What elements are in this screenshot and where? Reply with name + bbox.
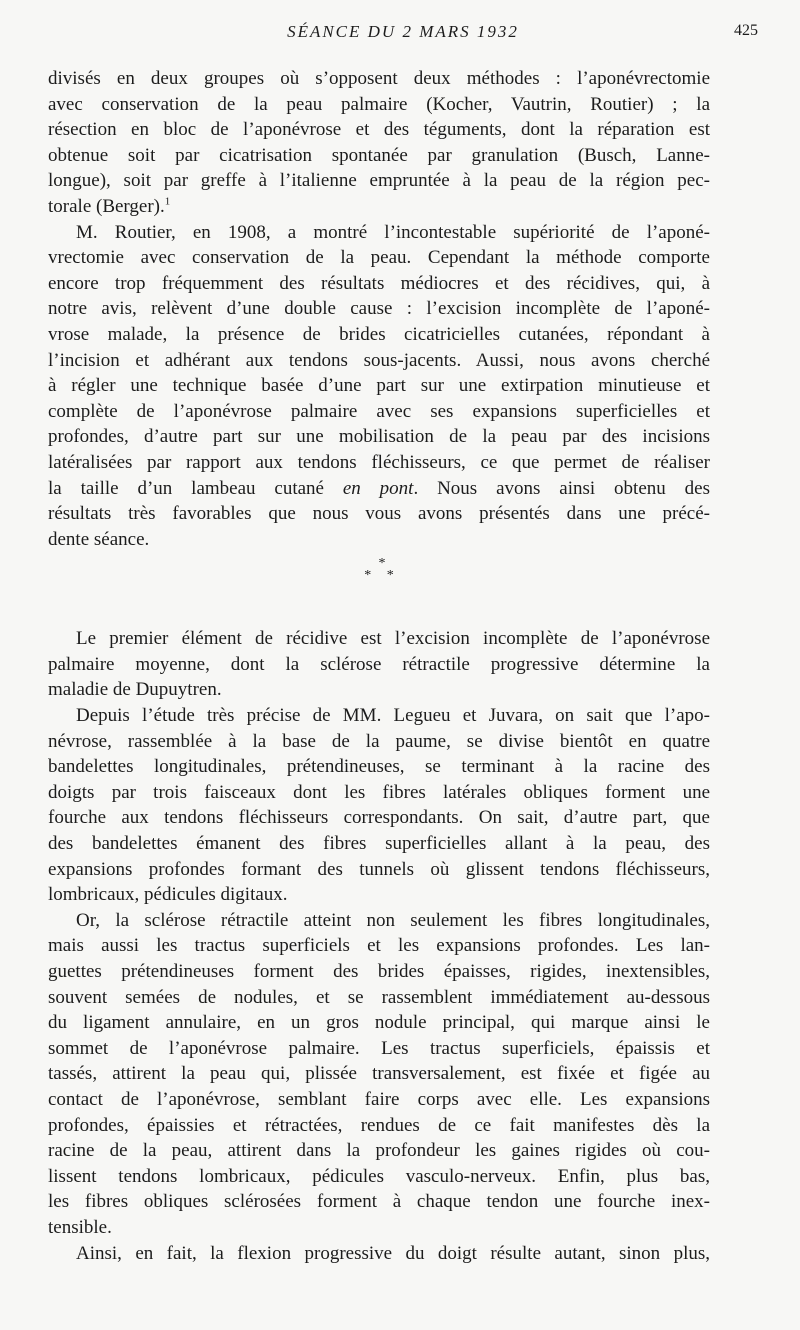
text-line: latéralisées par rapport aux tendons fléchisseurs, ce que permet de réaliser bbox=[48, 451, 710, 473]
text-line: l’incision et adhérant aux tendons sous-jacents. Aussi, nous avons cherché bbox=[48, 349, 710, 371]
text-line: à régler une technique basée d’une part sur une extirpation minutieuse et bbox=[48, 375, 710, 397]
paragraph-recidive bbox=[48, 626, 710, 703]
text-line: lissent tendons lombricaux, pédicules vasculo-nerveux. Enfin, plus bas, bbox=[48, 1165, 710, 1187]
text-line-first: M. Routier, en 1908, a montré l’incontestable supériorité de l’aponé- bbox=[76, 221, 710, 243]
italic-phrase: en pont bbox=[342, 477, 414, 499]
paragraph-routier bbox=[48, 220, 710, 553]
text-line: avec conservation de la peau palmaire (Kocher, Vautrin, Routier) ; la bbox=[48, 93, 710, 115]
text-line-first: Ainsi, en fait, la flexion progressive du doigt résulte autant, sinon plus, bbox=[76, 1242, 710, 1264]
text-line: vrose malade, la présence de brides cicatricielles cutanées, répondant à bbox=[48, 323, 710, 345]
paragraph-sclerose bbox=[48, 908, 710, 1241]
text-line: fourche aux tendons fléchisseurs correspondants. On sait, d’autre part, que bbox=[48, 807, 710, 829]
asterism-bottom: * * bbox=[364, 568, 400, 584]
paragraph-ainsi bbox=[48, 1241, 710, 1267]
section-asterism bbox=[48, 558, 710, 582]
text-line: profondes, épaissies et rétractées, rendues de ce fait manifestes dès la bbox=[48, 1114, 710, 1136]
text-line: palmaire moyenne, dont la sclérose rétractile progressive détermine la bbox=[48, 653, 710, 675]
text-line: contact de l’aponévrose, semblant faire corps avec elle. Les expansions bbox=[48, 1088, 710, 1110]
text-line-first: Depuis l’étude très précise de MM. Legueu et Juvara, on sait que l’apo- bbox=[76, 705, 710, 727]
text-line: complète de l’aponévrose palmaire avec ses expansions superficielles et bbox=[48, 400, 710, 422]
text-line: résultats très favorables que nous vous avons présentés dans une précé- bbox=[48, 503, 710, 525]
text-line: longue), soit par greffe à l’italienne empruntée à la peau de la région pec- bbox=[48, 170, 710, 192]
text-line-first: Or, la sclérose rétractile atteint non seulement les fibres longitudinales, bbox=[76, 909, 710, 931]
text-fragment: torale (Berger). bbox=[48, 195, 165, 217]
text-line: résection en bloc de l’aponévrose et des téguments, dont la réparation est bbox=[48, 119, 710, 141]
text-line: mais aussi les tractus superficiels et les expansions profondes. Les lan- bbox=[48, 935, 710, 957]
text-line: sommet de l’aponévrose palmaire. Les tractus superficiels, épaissis et bbox=[48, 1037, 710, 1059]
text-line: obtenue soit par cicatrisation spontanée par granulation (Busch, Lanne- bbox=[48, 144, 710, 166]
text-line: expansions profondes formant des tunnels où glissent tendons fléchisseurs, bbox=[48, 858, 710, 880]
text-fragment: la taille d’un lambeau cutané bbox=[48, 477, 343, 499]
paragraph-legueu-juvara bbox=[48, 703, 710, 908]
text-line: racine de la peau, attirent dans la profondeur les gaines rigides où cou- bbox=[48, 1140, 710, 1162]
text-line-last: dente séance. bbox=[48, 528, 150, 550]
text-line: les fibres obliques sclérosées forment à chaque tendon une fourche inex- bbox=[48, 1191, 710, 1213]
text-line: guettes prétendineuses forment des brides épaisses, rigides, inextensibles, bbox=[48, 961, 710, 982]
running-head bbox=[48, 22, 758, 46]
text-line-with-italic bbox=[48, 476, 710, 502]
running-title: SÉANCE DU 2 MARS 1932 bbox=[287, 22, 519, 41]
text-line: encore trop fréquemment des résultats médiocres et des récidives, qui, à bbox=[48, 272, 710, 294]
text-line-last: maladie de Dupuytren. bbox=[48, 679, 222, 701]
text-line: souvent semées de nodules, et se rassemblent immédiatement au-dessous bbox=[48, 986, 710, 1008]
text-line: notre avis, relèvent d’une double cause : l’excision incomplète de l’aponé- bbox=[48, 298, 710, 320]
text-line-last bbox=[48, 194, 710, 220]
text-line: bandelettes longitudinales, prétendineuses, se terminant à la racine des bbox=[48, 756, 710, 778]
paragraph-continuation bbox=[48, 66, 710, 220]
text-fragment: . Nous avons ainsi obtenu des bbox=[413, 477, 710, 499]
asterism-top: * bbox=[378, 556, 386, 572]
text-line: tassés, attirent la peau qui, plissée transversalement, est fixée et figée au bbox=[48, 1063, 710, 1085]
text-line: doigts par trois faisceaux dont les fibres latérales obliques forment une bbox=[48, 781, 710, 803]
text-line: névrose, rassemblée à la base de la paume, se divise bientôt en quatre bbox=[48, 730, 710, 752]
page-number: 425 bbox=[734, 22, 758, 39]
text-line-last: tensible. bbox=[48, 1216, 112, 1238]
text-line-last: lombricaux, pédicules digitaux. bbox=[48, 884, 288, 906]
text-line-first: Le premier élément de récidive est l’excision incomplète de l’aponévrose bbox=[76, 628, 710, 650]
text-line: du ligament annulaire, en un gros nodule principal, qui marque ainsi le bbox=[48, 1012, 710, 1034]
text-line: des bandelettes émanent des fibres superficielles allant à la peau, des bbox=[48, 833, 710, 855]
text-line: profondes, d’autre part sur une mobilisation de la peau par des incisions bbox=[48, 426, 710, 448]
footnote-mark: 1 bbox=[164, 195, 171, 208]
text-line: divisés en deux groupes où s’opposent deux méthodes : l’aponévrectomie bbox=[48, 68, 710, 89]
text-line: vrectomie avec conservation de la peau. Cependant la méthode comporte bbox=[48, 247, 710, 269]
body-text bbox=[48, 66, 710, 1266]
